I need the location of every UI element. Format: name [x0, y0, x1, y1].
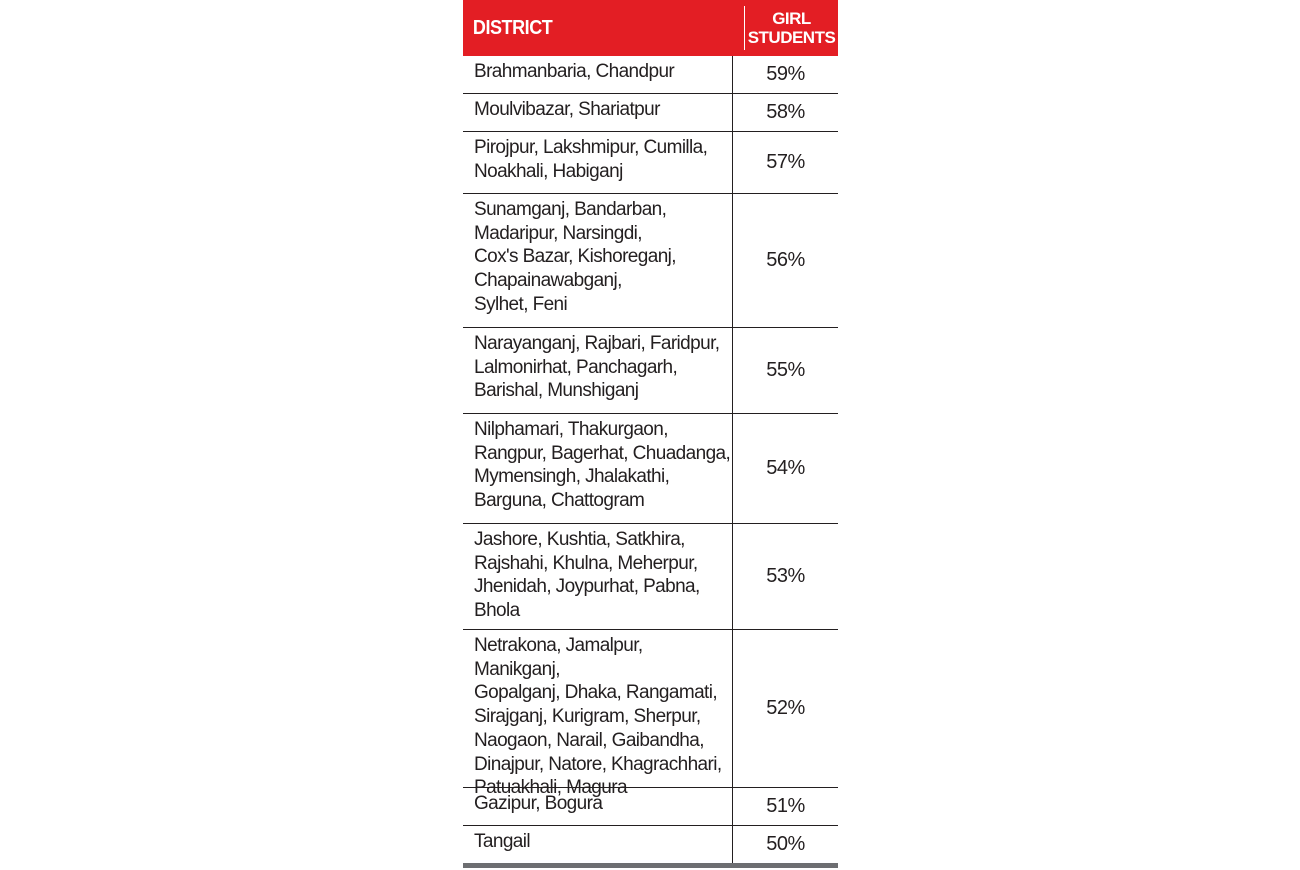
district-cell: Tangail: [463, 826, 733, 863]
district-cell: Brahmanbaria, Chandpur: [463, 56, 733, 93]
header-district: DISTRICT: [472, 16, 553, 39]
table-row: [463, 328, 838, 414]
table-row: [463, 630, 838, 799]
table-row: [463, 94, 838, 132]
percentage-cell: 58%: [766, 101, 805, 123]
district-cell: Sunamganj, Bandarban, Madaripur, Narsingdi, Cox's Bazar, Kishoreganj, Chapainawabganj, Sylhet, Feni: [463, 194, 733, 327]
table-row: [463, 194, 838, 328]
table-body: [463, 56, 838, 868]
percentage-cell: 51%: [766, 795, 805, 817]
percentage-cell: 57%: [766, 151, 805, 173]
header-girl-students-line1: GIRL: [772, 9, 811, 28]
header-girl-students: [745, 0, 838, 56]
district-cell: Narayanganj, Rajbari, Faridpur, Lalmonirhat, Panchagarh, Barishal, Munshiganj: [463, 328, 733, 413]
percentage-cell: 53%: [766, 565, 805, 587]
table-row: [463, 414, 838, 524]
percentage-cell: 55%: [766, 359, 805, 381]
percentage-cell: 54%: [766, 457, 805, 479]
table-row: [463, 826, 838, 868]
table-row: [463, 524, 838, 630]
percentage-cell: 59%: [766, 63, 805, 85]
table-row: [463, 56, 838, 94]
percentage-cell: 56%: [766, 249, 805, 271]
percentage-cell: 52%: [766, 697, 805, 719]
district-cell: Pirojpur, Lakshmipur, Cumilla, Noakhali, Habiganj: [463, 132, 733, 193]
district-cell: Moulvibazar, Shariatpur: [463, 94, 733, 131]
header-girl-students-line2: STUDENTS: [747, 28, 836, 47]
girl-students-table: [463, 0, 838, 868]
table-row: [463, 788, 838, 826]
table-row: [463, 132, 838, 194]
district-cell: Nilphamari, Thakurgaon, Rangpur, Bagerhat, Chuadanga, Mymensingh, Jhalakathi, Barguna, Chattogram: [463, 414, 733, 523]
district-cell: Jashore, Kushtia, Satkhira, Rajshahi, Khulna, Meherpur, Jhenidah, Joypurhat, Pabna, Bhola: [463, 524, 733, 629]
district-cell: Gazipur, Bogura: [463, 788, 733, 825]
district-cell: Netrakona, Jamalpur, Manikganj, Gopalganj, Dhaka, Rangamati, Sirajganj, Kurigram, Sherpur, Naogaon, Narail, Gaibandha, Dinajpur, Natore, Khagrachhari, Patuakhali, Magura: [463, 630, 733, 787]
table-header: [463, 0, 838, 56]
percentage-cell: 50%: [766, 833, 805, 855]
